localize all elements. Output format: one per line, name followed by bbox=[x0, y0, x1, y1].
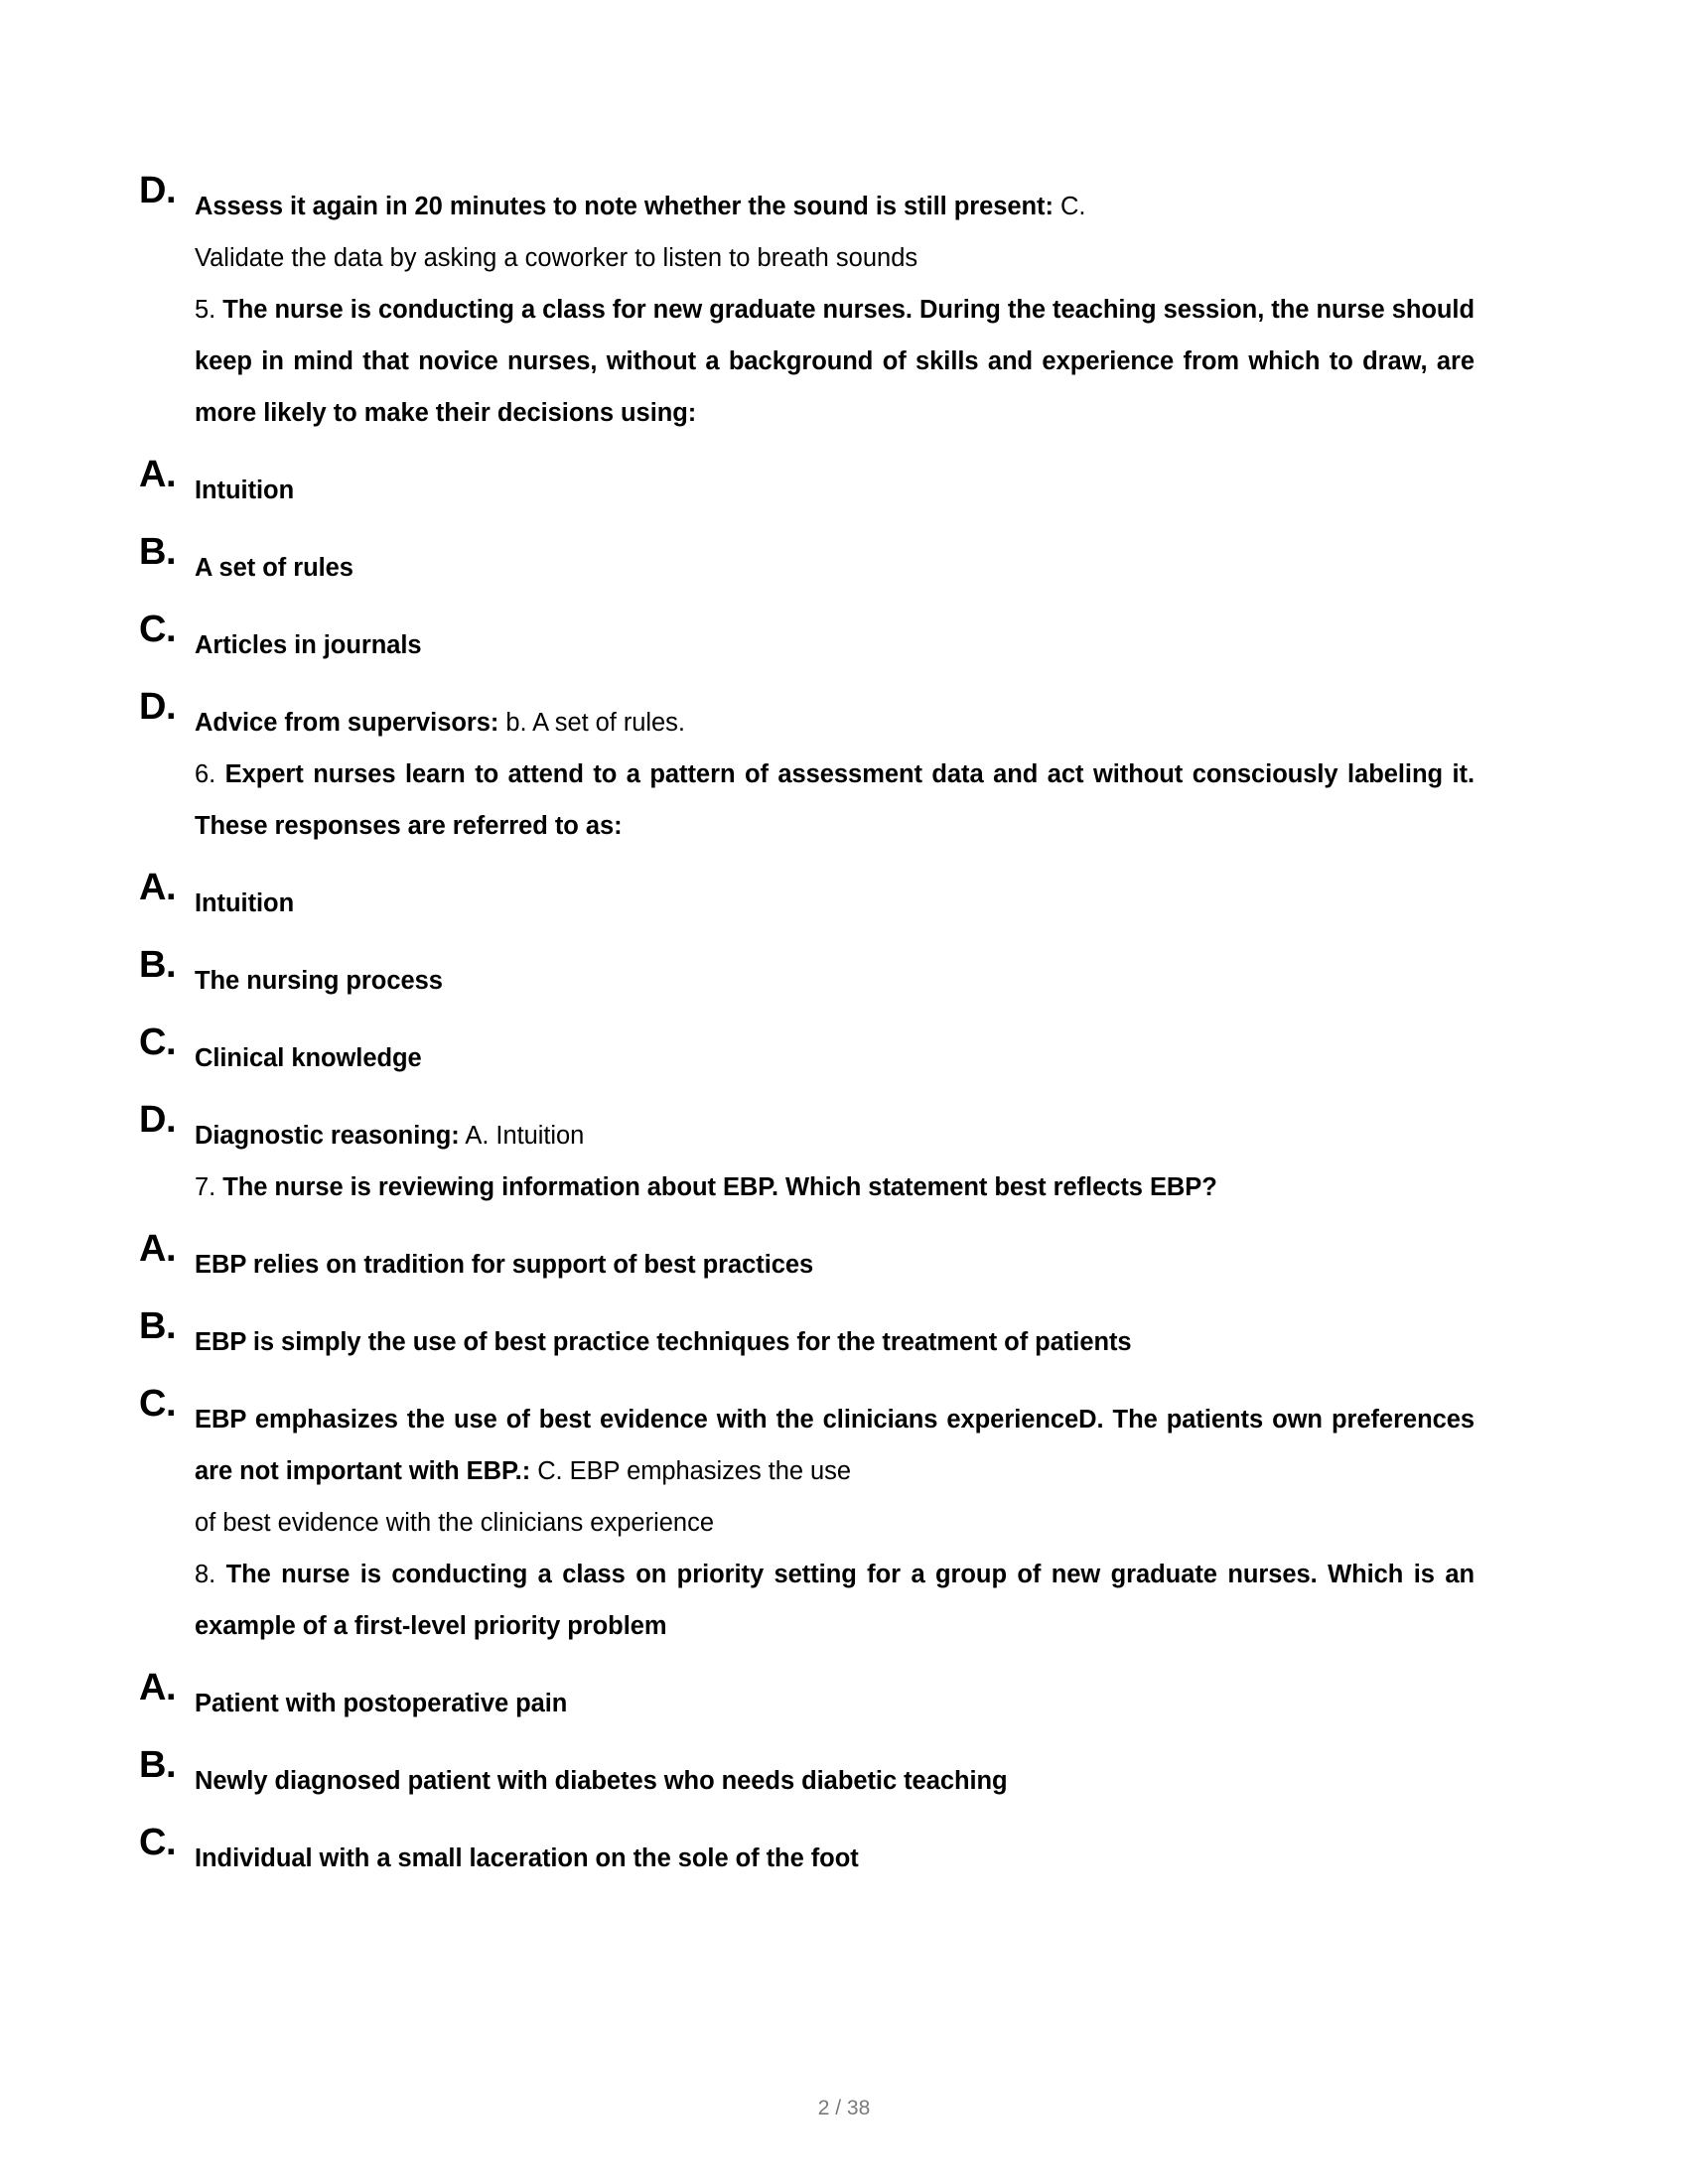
option-letter: D. bbox=[139, 1099, 176, 1141]
question-text: Expert nurses learn to attend to a pattern of assessment data and act without consciously labeling it. These responses are referred to as: bbox=[195, 760, 1475, 840]
option-text: A set of rules bbox=[195, 554, 353, 582]
page-number: 2 / 38 bbox=[817, 2097, 871, 2119]
option-text: Individual with a small laceration on the sole of the foot bbox=[195, 1844, 859, 1872]
option-text: EBP relies on tradition for support of best practices bbox=[195, 1251, 814, 1279]
answer-key: C. bbox=[1053, 193, 1086, 220]
question-number: 8. bbox=[195, 1561, 216, 1588]
option-text bbox=[195, 181, 1475, 232]
option-letter: A. bbox=[139, 1228, 176, 1270]
answer-option bbox=[139, 1099, 1475, 1161]
option-stem: Assess it again in 20 minutes to note whether the sound is still present: bbox=[195, 193, 1054, 220]
option-text bbox=[195, 1110, 1475, 1161]
option-letter: B. bbox=[139, 944, 176, 986]
question-text: The nurse is conducting a class on priority setting for a group of new graduate nurses. Which is an example of a first-level priority problem bbox=[195, 1561, 1475, 1640]
answer-key: A. Intuition bbox=[459, 1122, 585, 1150]
option-text: Patient with postoperative pain bbox=[195, 1690, 568, 1717]
option-text: Intuition bbox=[195, 889, 295, 917]
question-number: 7. bbox=[195, 1173, 216, 1201]
question-paragraph bbox=[139, 1549, 1475, 1652]
option-text: Clinical knowledge bbox=[195, 1044, 422, 1072]
option-letter: A. bbox=[139, 1667, 176, 1708]
answer-option bbox=[139, 1383, 1475, 1497]
option-letter: C. bbox=[139, 609, 176, 650]
answer-continuation: Validate the data by asking a coworker to listen to breath sounds bbox=[195, 244, 918, 272]
option-text: Articles in journals bbox=[195, 631, 422, 659]
option-stem: Advice from supervisors: bbox=[195, 709, 499, 737]
answer-option bbox=[139, 1022, 1475, 1084]
answer-option bbox=[139, 1228, 1475, 1291]
option-letter: C. bbox=[139, 1383, 176, 1425]
option-letter: C. bbox=[139, 1022, 176, 1063]
option-text: EBP is simply the use of best practice techniques for the treatment of patients bbox=[195, 1328, 1132, 1356]
answer-option bbox=[139, 609, 1475, 671]
question-text: The nurse is reviewing information about EBP. Which statement best reflects EBP? bbox=[215, 1173, 1217, 1201]
answer-key: C. EBP emphasizes the use bbox=[530, 1457, 851, 1485]
option-letter: D. bbox=[139, 170, 176, 211]
answer-option bbox=[139, 686, 1475, 749]
option-text: Intuition bbox=[195, 477, 295, 504]
answer-option bbox=[139, 1744, 1475, 1807]
question-paragraph bbox=[139, 284, 1475, 439]
question-number: 5. bbox=[195, 296, 216, 324]
question-number: 6. bbox=[195, 760, 216, 788]
option-letter: B. bbox=[139, 1305, 176, 1347]
option-stem: EBP emphasizes the use of best evidence with the clinicians experienceD. The patients own preferences are not important with EBP.: bbox=[195, 1406, 1475, 1485]
option-text bbox=[195, 1394, 1475, 1497]
option-stem: Diagnostic reasoning: bbox=[195, 1122, 460, 1150]
answer-option bbox=[139, 170, 1475, 232]
answer-continuation: of best evidence with the clinicians experience bbox=[195, 1509, 715, 1537]
answer-key: b. A set of rules. bbox=[498, 709, 685, 737]
option-letter: A. bbox=[139, 454, 176, 495]
option-text: Newly diagnosed patient with diabetes who needs diabetic teaching bbox=[195, 1767, 1008, 1795]
answer-option bbox=[139, 944, 1475, 1007]
option-text bbox=[195, 697, 1475, 749]
question-paragraph bbox=[139, 749, 1475, 852]
answer-option bbox=[139, 1305, 1475, 1368]
question-paragraph bbox=[139, 1161, 1475, 1213]
question-text: The nurse is conducting a class for new graduate nurses. During the teaching session, the nurse should keep in mind that novice nurses, without a background of skills and experience from which to draw, are more likely to make their decisions using: bbox=[195, 296, 1475, 427]
answer-option bbox=[139, 1822, 1475, 1884]
option-letter: A. bbox=[139, 867, 176, 908]
answer-option bbox=[139, 867, 1475, 929]
document-body bbox=[139, 170, 1475, 1884]
option-letter: B. bbox=[139, 531, 176, 573]
option-letter: B. bbox=[139, 1744, 176, 1786]
option-letter: D. bbox=[139, 686, 176, 728]
answer-option bbox=[139, 531, 1475, 594]
answer-option bbox=[139, 454, 1475, 516]
option-letter: C. bbox=[139, 1822, 176, 1863]
option-text: The nursing process bbox=[195, 967, 443, 995]
answer-option bbox=[139, 1667, 1475, 1729]
